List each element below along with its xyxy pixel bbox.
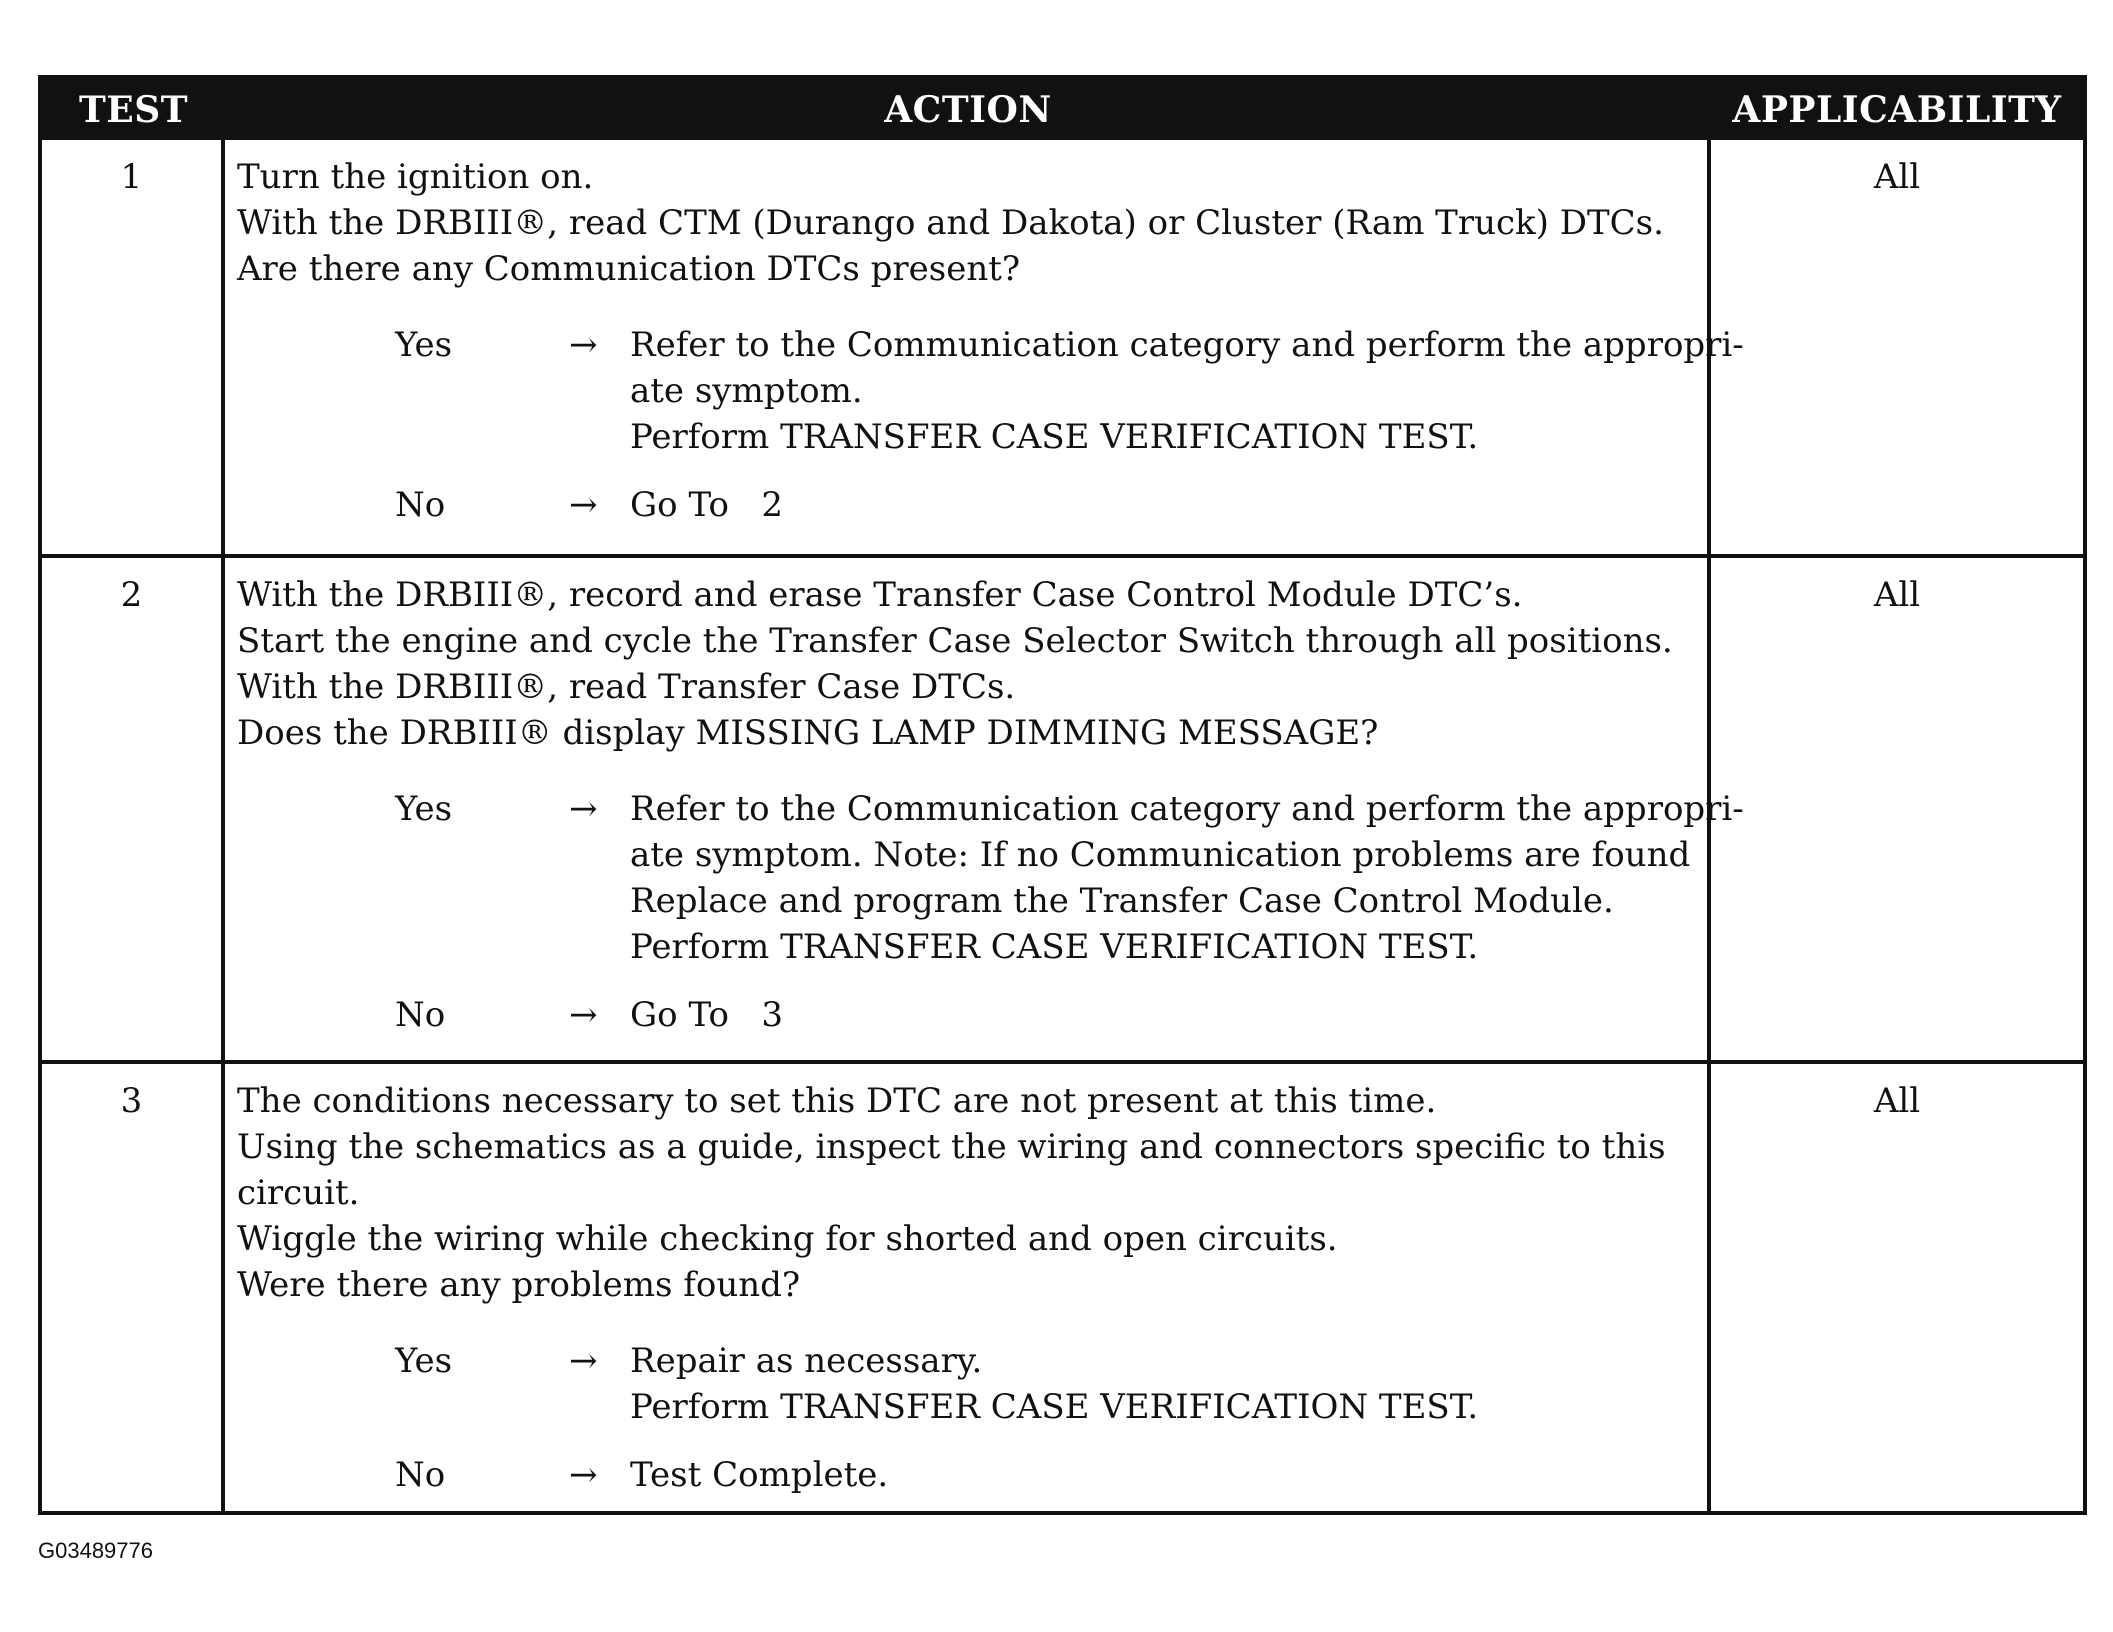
no-label: No [395, 1455, 446, 1495]
action-line: Are there any Communication DTCs present? [237, 249, 1021, 289]
yes-label: Yes [395, 789, 453, 829]
action-line: The conditions necessary to set this DTC are not present at this time. [237, 1081, 1437, 1121]
action-cell [225, 1060, 1711, 1511]
test-number-cell: 3 [42, 1060, 225, 1511]
diagnostic-test-table [38, 75, 2087, 1515]
applicability-cell: All [1873, 157, 1921, 197]
header-applicability: APPLICABILITY [1711, 79, 2083, 140]
right-arrow-icon: → [569, 1455, 598, 1495]
action-line: Turn the ignition on. [237, 157, 594, 197]
no-instruction: Go To 3 [630, 995, 783, 1035]
no-branch [237, 1452, 1697, 1498]
yes-instructions [630, 322, 1744, 460]
action-cell [225, 554, 1744, 1060]
right-arrow-icon: → [569, 325, 598, 365]
header-action: ACTION [225, 79, 1711, 140]
figure-code: G03489776 [38, 1538, 153, 1563]
no-branch [237, 482, 1697, 528]
action-line: With the DRBIII®, read Transfer Case DTCs. [237, 667, 1016, 707]
right-arrow-icon: → [569, 789, 598, 829]
yes-instruction-line: Refer to the Communication category and perform the appropri- [630, 789, 1744, 829]
yes-label: Yes [395, 325, 453, 365]
yes-branch [237, 322, 1744, 460]
no-instruction: Go To 2 [630, 485, 783, 525]
action-cell [225, 140, 1744, 554]
yes-label: Yes [395, 1341, 453, 1381]
right-arrow-icon: → [569, 1341, 598, 1381]
yes-instruction-line: Refer to the Communication category and perform the appropri- [630, 325, 1744, 365]
action-line: With the DRBIII®, record and erase Transfer Case Control Module DTC’s. [237, 575, 1523, 615]
yes-instruction-line: ate symptom. Note: If no Communication problems are found [630, 835, 1691, 875]
yes-instruction-line: Repair as necessary. [630, 1341, 983, 1381]
no-label: No [395, 995, 446, 1035]
yes-instruction-line: Perform TRANSFER CASE VERIFICATION TEST. [630, 417, 1479, 457]
applicability-cell: All [1711, 1060, 2083, 1511]
no-label: No [395, 485, 446, 525]
no-branch [237, 992, 1697, 1038]
action-line: circuit. [237, 1173, 360, 1213]
action-line: Does the DRBIII® display MISSING LAMP DIMMING MESSAGE? [237, 713, 1379, 753]
yes-branch [237, 1338, 1697, 1430]
applicability-cell: All [1711, 554, 2083, 1060]
action-line: With the DRBIII®, read CTM (Durango and Dakota) or Cluster (Ram Truck) DTCs. [237, 203, 1664, 243]
right-arrow-icon: → [569, 995, 598, 1035]
yes-instruction-line: Perform TRANSFER CASE VERIFICATION TEST. [630, 1387, 1479, 1427]
action-line: Wiggle the wiring while checking for shorted and open circuits. [237, 1219, 1338, 1259]
yes-instruction-line: Replace and program the Transfer Case Control Module. [630, 881, 1614, 921]
no-instruction: Test Complete. [630, 1455, 889, 1495]
test-number-cell: 1 [42, 140, 225, 554]
yes-branch [237, 786, 1744, 970]
action-line: Using the schematics as a guide, inspect the wiring and connectors specific to this [237, 1127, 1666, 1167]
yes-instruction-line: Perform TRANSFER CASE VERIFICATION TEST. [630, 927, 1479, 967]
header-test: TEST [42, 79, 225, 140]
yes-instruction-line: ate symptom. [630, 371, 863, 411]
right-arrow-icon: → [569, 485, 598, 525]
action-line: Start the engine and cycle the Transfer Case Selector Switch through all positions. [237, 621, 1673, 661]
yes-instructions [630, 786, 1744, 970]
yes-instructions [630, 1338, 1697, 1430]
test-number-cell: 2 [42, 554, 225, 1060]
action-line: Were there any problems found? [237, 1265, 801, 1305]
